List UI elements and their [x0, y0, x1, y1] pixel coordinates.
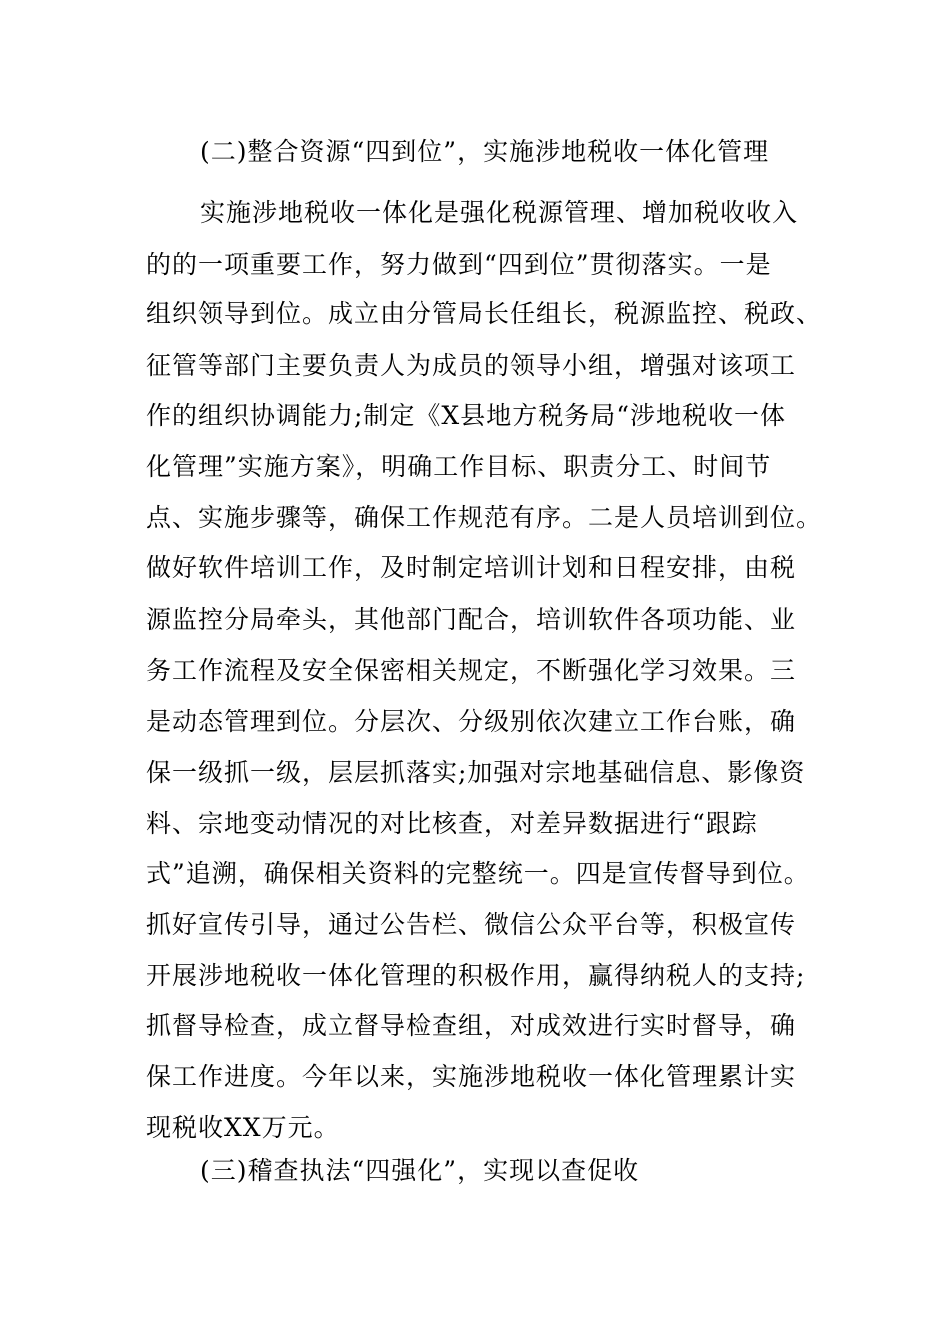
- paragraph-line: 务工作流程及安全保密相关规定，不断强化学习效果。三: [146, 656, 797, 685]
- paragraph-line: 保工作进度。今年以来，实施涉地税收一体化管理累计实: [146, 1062, 797, 1091]
- paragraph-line: 组织领导到位。成立由分管局长任组长，税源监控、税政、: [146, 299, 823, 328]
- paragraph-line: 化管理”实施方案》，明确工作目标、职责分工、时间节: [146, 452, 772, 481]
- paragraph-line: 源监控分局牵头，其他部门配合，培训软件各项功能、业: [146, 605, 797, 634]
- section-heading-3: (三)稽查执法“四强化”，实现以查促收: [200, 1156, 640, 1185]
- paragraph-line: 抓好宣传引导，通过公告栏、微信公众平台等，积极宣传: [146, 910, 797, 939]
- paragraph-line: 料、宗地变动情况的对比核查，对差异数据进行“跟踪: [146, 809, 758, 838]
- paragraph-line: 做好软件培训工作，及时制定培训计划和日程安排，由税: [146, 553, 797, 582]
- section-heading-2: (二)整合资源“四到位”，实施涉地税收一体化管理: [200, 137, 770, 166]
- paragraph-line: 抓督导检查，成立督导检查组，对成效进行实时督导，确: [146, 1011, 797, 1040]
- paragraph-line: 保一级抓一级，层层抓落实;加强对宗地基础信息、影像资: [146, 758, 806, 787]
- paragraph-line: 实施涉地税收一体化是强化税源管理、增加税收收入: [200, 198, 799, 227]
- paragraph-line: 开展涉地税收一体化管理的积极作用，赢得纳税人的支持;: [146, 961, 806, 990]
- paragraph-line: 现税收XX万元。: [146, 1113, 340, 1142]
- paragraph-line: 征管等部门主要负责人为成员的领导小组，增强对该项工: [146, 351, 797, 380]
- paragraph-line: 点、实施步骤等，确保工作规范有序。二是人员培训到位。: [146, 503, 823, 532]
- paragraph-line: 式”追溯，确保相关资料的完整统一。四是宣传督导到位。: [146, 859, 810, 888]
- paragraph-line: 是动态管理到位。分层次、分级别依次建立工作台账，确: [146, 707, 797, 736]
- paragraph-line: 作的组织协调能力;制定《X县地方税务局“涉地税收一体: [146, 401, 787, 430]
- paragraph-line: 的的一项重要工作，努力做到“四到位”贯彻落实。一是: [146, 250, 772, 279]
